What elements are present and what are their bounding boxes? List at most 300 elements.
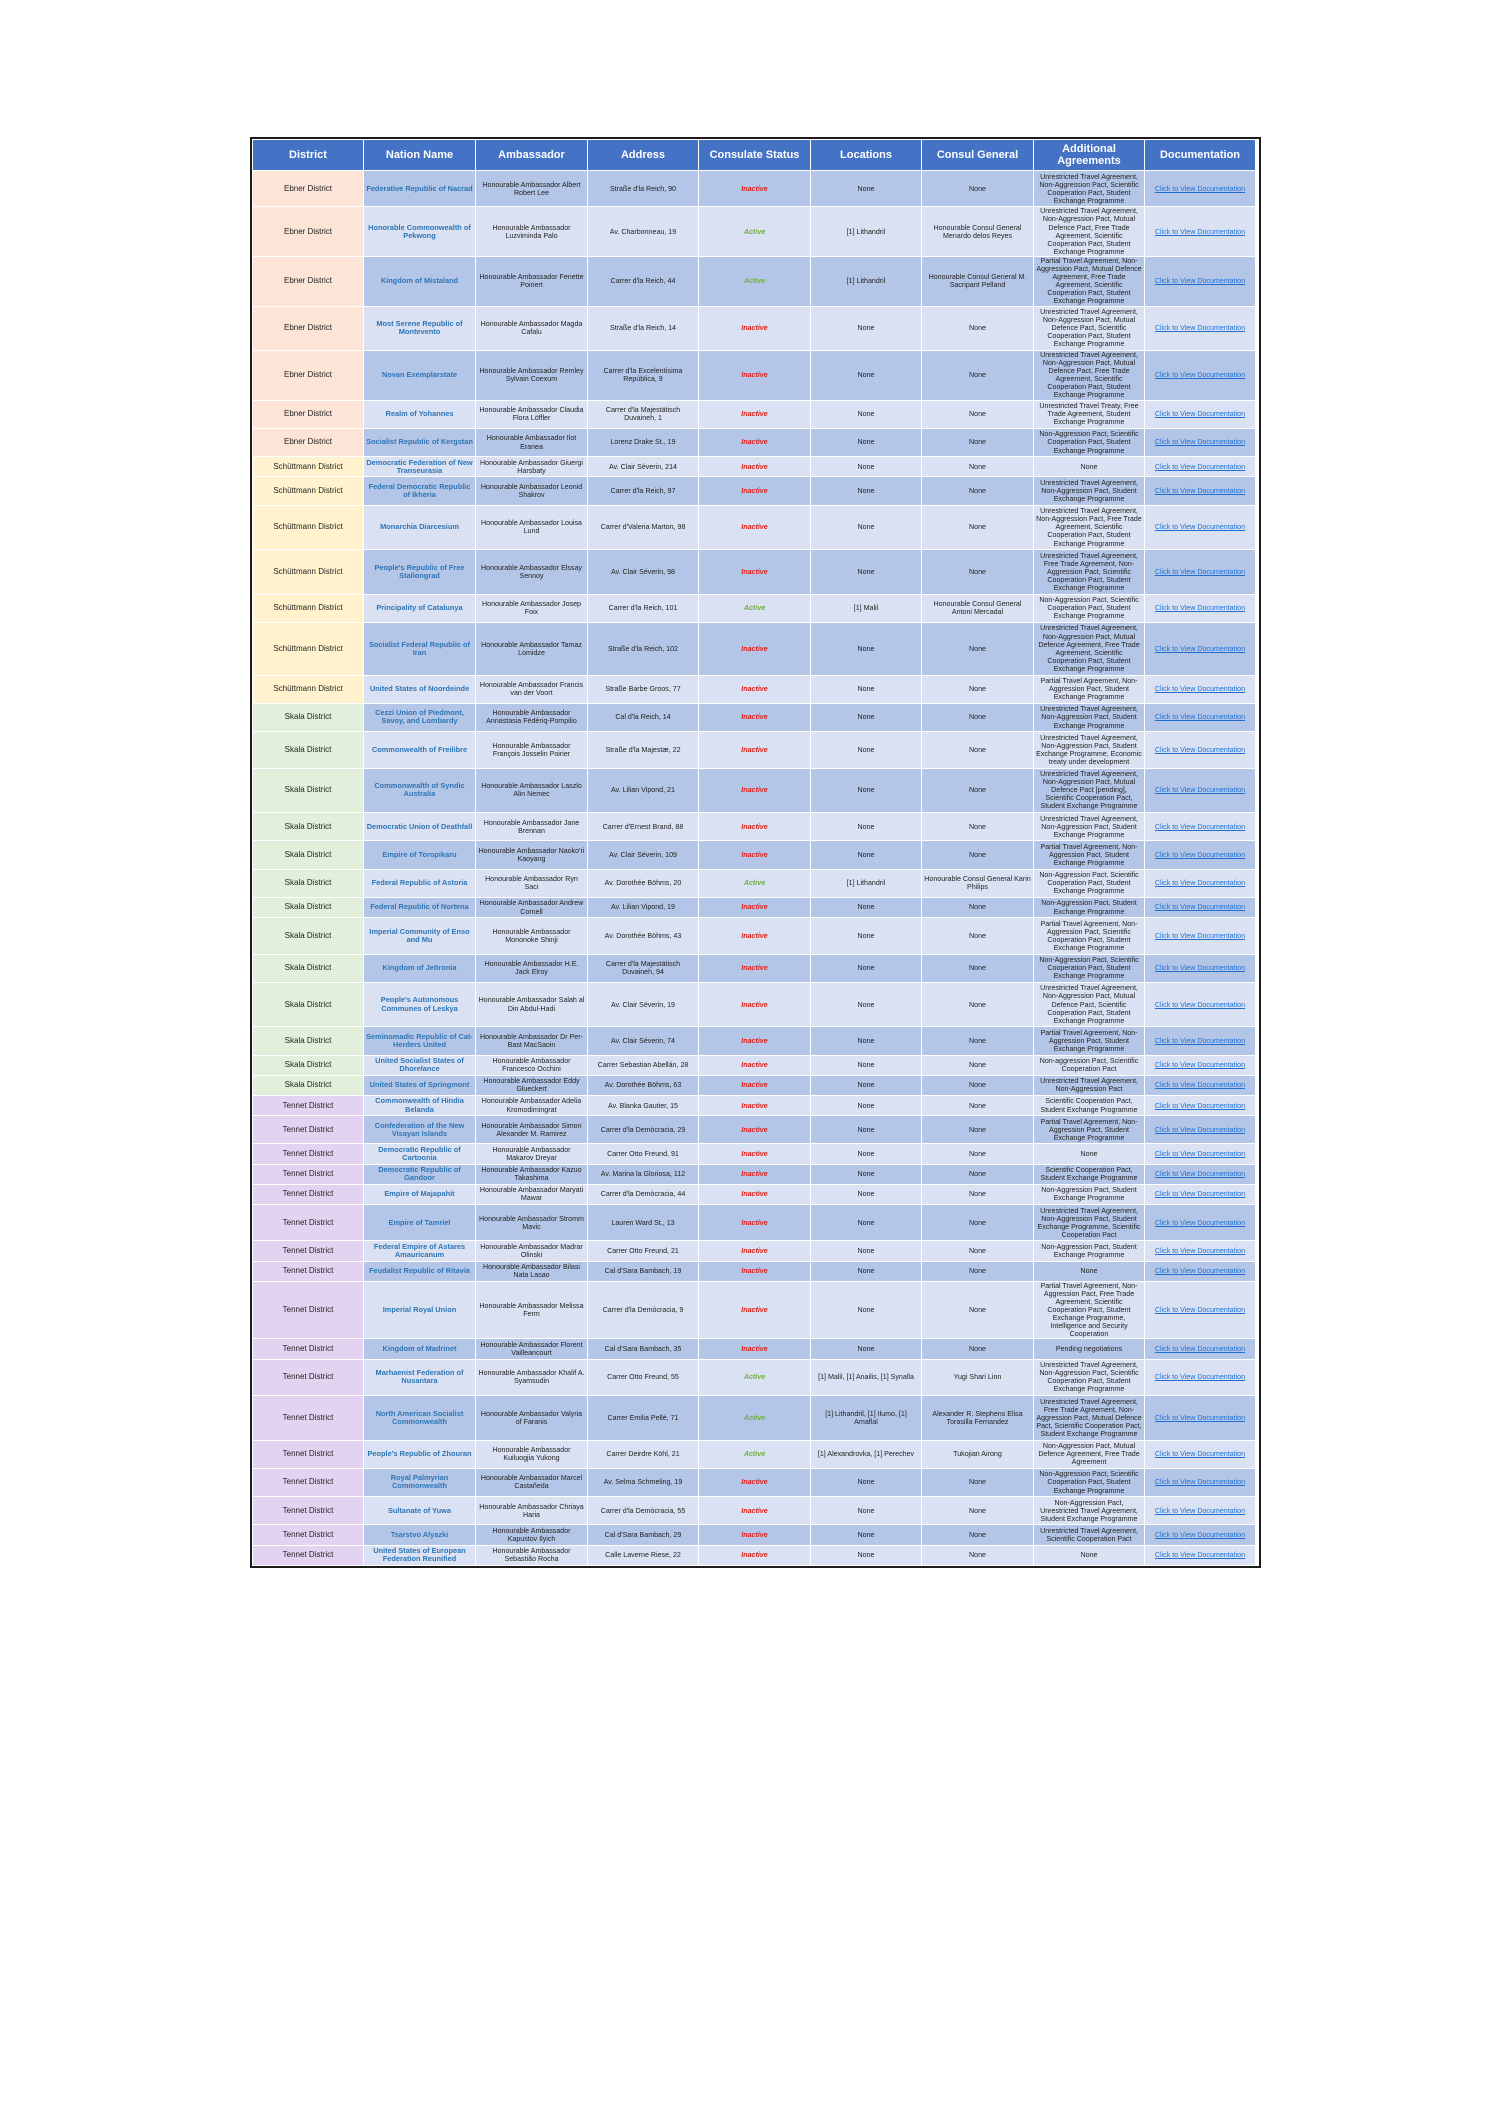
- district-cell: Skala District: [253, 897, 364, 917]
- consulate-status-badge: Inactive: [699, 171, 811, 207]
- consul-general-cell: None: [922, 954, 1034, 982]
- consulate-status-badge: Inactive: [699, 1545, 811, 1565]
- consul-general-cell: None: [922, 675, 1034, 703]
- district-cell: Ebner District: [253, 351, 364, 401]
- view-documentation-link[interactable]: Click to View Documentation: [1145, 1281, 1256, 1339]
- address-cell: Carrer d'la Reich, 97: [588, 477, 699, 505]
- table-row: [253, 400, 1256, 428]
- view-documentation-link[interactable]: Click to View Documentation: [1145, 1205, 1256, 1241]
- nation-name-link[interactable]: Federal Republic of Astoria: [364, 869, 476, 897]
- table-row: [253, 1339, 1256, 1359]
- view-documentation-link[interactable]: Click to View Documentation: [1145, 256, 1256, 306]
- address-cell: Av. Clair Séverin, 74: [588, 1027, 699, 1055]
- ambassador-cell: Honourable Ambassador Stromm Mavic: [476, 1205, 588, 1241]
- consul-general-cell: None: [922, 1281, 1034, 1339]
- district-cell: Skala District: [253, 813, 364, 841]
- view-documentation-link[interactable]: Click to View Documentation: [1145, 1396, 1256, 1441]
- consulate-status-badge: Inactive: [699, 841, 811, 869]
- nation-name-link[interactable]: Federal Democratic Republic of Ikheria: [364, 477, 476, 505]
- table-body: [253, 171, 1256, 1566]
- consulate-status-badge: Inactive: [699, 351, 811, 401]
- ambassador-cell: Honourable Ambassador Laszlo Alin Nemec: [476, 768, 588, 813]
- nation-name-link[interactable]: Federal Empire of Astares Amauricanum: [364, 1241, 476, 1261]
- district-cell: Schüttmann District: [253, 594, 364, 622]
- district-cell: Tennet District: [253, 1241, 364, 1261]
- table-row: [253, 1545, 1256, 1565]
- consulate-status-badge: Active: [699, 256, 811, 306]
- consulate-status-badge: Inactive: [699, 1095, 811, 1115]
- view-documentation-link[interactable]: Click to View Documentation: [1145, 1545, 1256, 1565]
- nation-name-link[interactable]: Democratic Union of Deathfall: [364, 813, 476, 841]
- nation-name-link[interactable]: United States of Springmont: [364, 1075, 476, 1095]
- locations-cell: None: [811, 505, 922, 550]
- table-row: [253, 1205, 1256, 1241]
- consul-general-cell: Tukojian Airong: [922, 1440, 1034, 1468]
- consulate-status-badge: Inactive: [699, 400, 811, 428]
- consul-general-cell: Yugi Shari Linn: [922, 1359, 1034, 1395]
- consul-general-cell: None: [922, 1184, 1034, 1204]
- nation-name-link[interactable]: Kingdom of Jeltronia: [364, 954, 476, 982]
- locations-cell: None: [811, 306, 922, 351]
- consulate-status-badge: Active: [699, 594, 811, 622]
- consul-general-cell: None: [922, 400, 1034, 428]
- nation-name-link[interactable]: Most Serene Republic of Montevento: [364, 306, 476, 351]
- ambassador-cell: Honourable Ambassador Eddy Glueckert: [476, 1075, 588, 1095]
- agreements-cell: None: [1034, 1545, 1145, 1565]
- locations-cell: None: [811, 1468, 922, 1496]
- agreements-cell: Unrestricted Travel Agreement, Non-Aggression Pact, Scientific Cooperation Pact, Student Exchange Programme: [1034, 1359, 1145, 1395]
- consulate-status-badge: Inactive: [699, 732, 811, 768]
- agreements-cell: Partial Travel Agreement, Non-Aggression Pact, Student Exchange Programme: [1034, 675, 1145, 703]
- district-cell: Tennet District: [253, 1184, 364, 1204]
- nation-name-link[interactable]: People's Autonomous Communes of Leskya: [364, 982, 476, 1027]
- view-documentation-link[interactable]: Click to View Documentation: [1145, 813, 1256, 841]
- address-cell: Cal d'la Reich, 14: [588, 703, 699, 731]
- view-documentation-link[interactable]: Click to View Documentation: [1145, 1261, 1256, 1281]
- table-row: [253, 675, 1256, 703]
- ambassador-cell: Honourable Ambassador Claudia Flora Löffler: [476, 400, 588, 428]
- consul-general-cell: Honourable Consul General Menardo delos Reyes: [922, 207, 1034, 257]
- consulate-table-sheet: [250, 137, 1261, 1568]
- view-documentation-link[interactable]: Click to View Documentation: [1145, 207, 1256, 257]
- locations-cell: None: [811, 1116, 922, 1144]
- consul-general-cell: None: [922, 1055, 1034, 1075]
- district-cell: Tennet District: [253, 1497, 364, 1525]
- ambassador-cell: Honourable Ambassador Elssay Sennoy: [476, 550, 588, 595]
- consulate-status-badge: Inactive: [699, 1205, 811, 1241]
- agreements-cell: Unrestricted Travel Agreement, Non-Aggression Pact, Mutual Defence Pact, Scientific Cooperation Pact, Student Exchange Programme: [1034, 982, 1145, 1027]
- consulate-status-badge: Inactive: [699, 457, 811, 477]
- header-nation-name: Nation Name: [364, 140, 476, 171]
- consulate-status-badge: Inactive: [699, 1468, 811, 1496]
- consul-general-cell: None: [922, 982, 1034, 1027]
- address-cell: Carrer d'la Reich, 44: [588, 256, 699, 306]
- nation-name-link[interactable]: Commonwealth of Syndic Australia: [364, 768, 476, 813]
- ambassador-cell: Honourable Ambassador Annastasia Fédériq-Pompilio: [476, 703, 588, 731]
- view-documentation-link[interactable]: Click to View Documentation: [1145, 457, 1256, 477]
- agreements-cell: Unrestricted Travel Agreement, Non-Aggression Pact, Mutual Defence Agreement, Free Trade Agreement, Scientific Cooperation Pact, Student Exchange Programme: [1034, 622, 1145, 675]
- ambassador-cell: Honourable Ambassador Melissa Ferm: [476, 1281, 588, 1339]
- nation-name-link[interactable]: Confederation of the New Visayan Islands: [364, 1116, 476, 1144]
- agreements-cell: Non-Aggression Pact, Scientific Cooperation Pact, Student Exchange Programme: [1034, 1468, 1145, 1496]
- view-documentation-link[interactable]: Click to View Documentation: [1145, 768, 1256, 813]
- consulate-status-badge: Inactive: [699, 1027, 811, 1055]
- district-cell: Tennet District: [253, 1164, 364, 1184]
- table-row: [253, 918, 1256, 954]
- table-row: [253, 1184, 1256, 1204]
- view-documentation-link[interactable]: Click to View Documentation: [1145, 703, 1256, 731]
- locations-cell: None: [811, 171, 922, 207]
- nation-name-link[interactable]: Empire of Tamriel: [364, 1205, 476, 1241]
- consul-general-cell: None: [922, 1525, 1034, 1545]
- view-documentation-link[interactable]: Click to View Documentation: [1145, 1241, 1256, 1261]
- agreements-cell: Scientific Cooperation Pact, Student Exchange Programme: [1034, 1164, 1145, 1184]
- consul-general-cell: Alexander R. Stephens Elisa Torasilla Fernandez: [922, 1396, 1034, 1441]
- address-cell: Carrer Otto Freund, 91: [588, 1144, 699, 1164]
- address-cell: Av. Dorothée Böhms, 63: [588, 1075, 699, 1095]
- view-documentation-link[interactable]: Click to View Documentation: [1145, 1468, 1256, 1496]
- header-row: [253, 140, 1256, 171]
- nation-name-link[interactable]: Marhaenist Federation of Nusantara: [364, 1359, 476, 1395]
- agreements-cell: Unrestricted Travel Agreement, Non-Aggression Pact, Mutual Defence Pact, Scientific Cooperation Pact, Student Exchange Programme: [1034, 306, 1145, 351]
- address-cell: Av. Dorothée Böhms, 43: [588, 918, 699, 954]
- consulate-status-badge: Inactive: [699, 550, 811, 595]
- district-cell: Schüttmann District: [253, 457, 364, 477]
- ambassador-cell: Honourable Ambassador Magda Cafalu: [476, 306, 588, 351]
- nation-name-link[interactable]: Realm of Yohannes: [364, 400, 476, 428]
- consul-general-cell: None: [922, 1205, 1034, 1241]
- locations-cell: None: [811, 1095, 922, 1115]
- nation-name-link[interactable]: Imperial Royal Union: [364, 1281, 476, 1339]
- agreements-cell: Pending negotiations: [1034, 1339, 1145, 1359]
- district-cell: Tennet District: [253, 1205, 364, 1241]
- nation-name-link[interactable]: People's Republic of Zhouran: [364, 1440, 476, 1468]
- view-documentation-link[interactable]: Click to View Documentation: [1145, 1116, 1256, 1144]
- district-cell: Ebner District: [253, 256, 364, 306]
- agreements-cell: Partial Travel Agreement, Non-Aggression Pact, Student Exchange Programme: [1034, 841, 1145, 869]
- view-documentation-link[interactable]: Click to View Documentation: [1145, 1095, 1256, 1115]
- district-cell: Tennet District: [253, 1359, 364, 1395]
- nation-name-link[interactable]: Commonwealth of Hindia Belanda: [364, 1095, 476, 1115]
- view-documentation-link[interactable]: Click to View Documentation: [1145, 550, 1256, 595]
- view-documentation-link[interactable]: Click to View Documentation: [1145, 1055, 1256, 1075]
- address-cell: Carrer d'la Demòcracia, 9: [588, 1281, 699, 1339]
- nation-name-link[interactable]: Novan Exemplarstate: [364, 351, 476, 401]
- consulate-status-badge: Inactive: [699, 954, 811, 982]
- locations-cell: None: [811, 400, 922, 428]
- district-cell: Schüttmann District: [253, 675, 364, 703]
- agreements-cell: Non-Aggression Pact, Scientific Cooperation Pact, Student Exchange Programme: [1034, 954, 1145, 982]
- consulate-status-badge: Inactive: [699, 1144, 811, 1164]
- view-documentation-link[interactable]: Click to View Documentation: [1145, 477, 1256, 505]
- header-consulate-status: Consulate Status: [699, 140, 811, 171]
- ambassador-cell: Honourable Ambassador Florent Vailleancourt: [476, 1339, 588, 1359]
- address-cell: Lorenz Drake St., 19: [588, 428, 699, 456]
- locations-cell: [1] Lithandril: [811, 869, 922, 897]
- locations-cell: None: [811, 954, 922, 982]
- nation-name-link[interactable]: Socialist Republic of Kergstan: [364, 428, 476, 456]
- nation-name-link[interactable]: Kingdom of Mistaland: [364, 256, 476, 306]
- table-row: [253, 477, 1256, 505]
- locations-cell: None: [811, 1055, 922, 1075]
- view-documentation-link[interactable]: Click to View Documentation: [1145, 428, 1256, 456]
- view-documentation-link[interactable]: Click to View Documentation: [1145, 1440, 1256, 1468]
- consul-general-cell: None: [922, 428, 1034, 456]
- consulate-status-badge: Inactive: [699, 428, 811, 456]
- district-cell: Ebner District: [253, 306, 364, 351]
- agreements-cell: Unrestricted Travel Agreement, Non-Aggression Pact: [1034, 1075, 1145, 1095]
- district-cell: Tennet District: [253, 1116, 364, 1144]
- agreements-cell: Unrestricted Travel Agreement, Non-Aggression Pact, Student Exchange Programme: [1034, 703, 1145, 731]
- consul-general-cell: None: [922, 703, 1034, 731]
- table-row: [253, 1525, 1256, 1545]
- consulate-status-badge: Inactive: [699, 813, 811, 841]
- consul-general-cell: None: [922, 1545, 1034, 1565]
- address-cell: Carrer d'Ernest Brand, 88: [588, 813, 699, 841]
- consul-general-cell: None: [922, 897, 1034, 917]
- locations-cell: None: [811, 768, 922, 813]
- table-row: [253, 768, 1256, 813]
- view-documentation-link[interactable]: Click to View Documentation: [1145, 1359, 1256, 1395]
- consul-general-cell: None: [922, 477, 1034, 505]
- district-cell: Ebner District: [253, 171, 364, 207]
- nation-name-link[interactable]: Federative Republic of Nacrad: [364, 171, 476, 207]
- agreements-cell: Partial Travel Agreement, Non-Aggression Pact, Free Trade Agreement, Scientific Cooperation Pact, Student Exchange Programme, Intelligence and Security Cooperation: [1034, 1281, 1145, 1339]
- agreements-cell: Unrestricted Travel Agreement, Non-Aggression Pact, Mutual Defence Pact [pending], Scientific Cooperation Pact, Student Exchange Programme: [1034, 768, 1145, 813]
- nation-name-link[interactable]: Democratic Federation of New Transeurasia: [364, 457, 476, 477]
- consulate-status-badge: Inactive: [699, 703, 811, 731]
- agreements-cell: Unrestricted Travel Agreement, Non-Aggression Pact, Student Exchange Programme: [1034, 477, 1145, 505]
- ambassador-cell: Honourable Ambassador Tamaz Lomidze: [476, 622, 588, 675]
- district-cell: Skala District: [253, 869, 364, 897]
- address-cell: Carrer Sebastian Abellán, 28: [588, 1055, 699, 1075]
- agreements-cell: Non-Aggression Pact, Scientific Cooperation Pact, Student Exchange Programme: [1034, 428, 1145, 456]
- consul-general-cell: Honourable Consul General Antoni Mercadal: [922, 594, 1034, 622]
- nation-name-link[interactable]: Socialist Federal Republic of Iran: [364, 622, 476, 675]
- nation-name-link[interactable]: Empire of Majapahit: [364, 1184, 476, 1204]
- ambassador-cell: Honourable Ambassador Valyria of Faranis: [476, 1396, 588, 1441]
- ambassador-cell: Honourable Ambassador Fenette Poiriert: [476, 256, 588, 306]
- view-documentation-link[interactable]: Click to View Documentation: [1145, 171, 1256, 207]
- table-row: [253, 351, 1256, 401]
- nation-name-link[interactable]: People's Republic of Free Stallongrad: [364, 550, 476, 595]
- address-cell: Cal d'Sara Bambach, 35: [588, 1339, 699, 1359]
- locations-cell: None: [811, 813, 922, 841]
- address-cell: Straße d'la Reich, 14: [588, 306, 699, 351]
- nation-name-link[interactable]: Feudalist Republic of Ritavia: [364, 1261, 476, 1281]
- agreements-cell: Non-Aggression Pact, Student Exchange Programme: [1034, 1184, 1145, 1204]
- district-cell: Ebner District: [253, 400, 364, 428]
- view-documentation-link[interactable]: Click to View Documentation: [1145, 505, 1256, 550]
- ambassador-cell: Honourable Ambassador Mononoke Shinji: [476, 918, 588, 954]
- consul-general-cell: None: [922, 457, 1034, 477]
- agreements-cell: Unrestricted Travel Agreement, Non-Aggression Pact, Mutual Defence Pact, Free Trade Agreement, Scientific Cooperation Pact, Student Exchange Programme: [1034, 351, 1145, 401]
- ambassador-cell: Honourable Ambassador François Josselin Poirier: [476, 732, 588, 768]
- locations-cell: None: [811, 1184, 922, 1204]
- ambassador-cell: Honourable Ambassador Kazuo Takashima: [476, 1164, 588, 1184]
- view-documentation-link[interactable]: Click to View Documentation: [1145, 400, 1256, 428]
- district-cell: Skala District: [253, 703, 364, 731]
- address-cell: Carrer d'la Reich, 101: [588, 594, 699, 622]
- nation-name-link[interactable]: Tsarstvo Alyazki: [364, 1525, 476, 1545]
- table-row: [253, 550, 1256, 595]
- consul-general-cell: None: [922, 1339, 1034, 1359]
- table-row: [253, 1116, 1256, 1144]
- district-cell: Skala District: [253, 1055, 364, 1075]
- view-documentation-link[interactable]: Click to View Documentation: [1145, 982, 1256, 1027]
- nation-name-link[interactable]: Empire of Toropikaru: [364, 841, 476, 869]
- ambassador-cell: Honourable Ambassador Khalif A. Syamsudin: [476, 1359, 588, 1395]
- consulate-status-badge: Active: [699, 1396, 811, 1441]
- locations-cell: [1] Malil: [811, 594, 922, 622]
- address-cell: Carrer d'la Demòcracia, 29: [588, 1116, 699, 1144]
- nation-name-link[interactable]: Honorable Commonwealth of Pekwong: [364, 207, 476, 257]
- nation-name-link[interactable]: Federal Republic of Nortena: [364, 897, 476, 917]
- view-documentation-link[interactable]: Click to View Documentation: [1145, 1184, 1256, 1204]
- view-documentation-link[interactable]: Click to View Documentation: [1145, 1027, 1256, 1055]
- ambassador-cell: Honourable Ambassador Ryn Saci: [476, 869, 588, 897]
- view-documentation-link[interactable]: Click to View Documentation: [1145, 869, 1256, 897]
- table-row: [253, 732, 1256, 768]
- agreements-cell: None: [1034, 457, 1145, 477]
- ambassador-cell: Honourable Ambassador Naoko'ri Kaoyang: [476, 841, 588, 869]
- district-cell: Skala District: [253, 1075, 364, 1095]
- ambassador-cell: Honourable Ambassador Simon Alexander M. Ramirez: [476, 1116, 588, 1144]
- view-documentation-link[interactable]: Click to View Documentation: [1145, 1164, 1256, 1184]
- address-cell: Cal d'Sara Bambach, 19: [588, 1261, 699, 1281]
- nation-name-link[interactable]: Commonwealth of Freilibre: [364, 732, 476, 768]
- view-documentation-link[interactable]: Click to View Documentation: [1145, 351, 1256, 401]
- consulate-status-badge: Active: [699, 207, 811, 257]
- address-cell: Av. Clair Séverin, 109: [588, 841, 699, 869]
- nation-name-link[interactable]: United States of European Federation Reunified: [364, 1545, 476, 1565]
- locations-cell: None: [811, 1144, 922, 1164]
- table-row: [253, 1075, 1256, 1095]
- consulate-status-badge: Inactive: [699, 675, 811, 703]
- agreements-cell: Unrestricted Travel Agreement, Non-Aggression Pact, Scientific Cooperation Pact, Student Exchange Programme: [1034, 171, 1145, 207]
- consul-general-cell: None: [922, 1241, 1034, 1261]
- district-cell: Schüttmann District: [253, 505, 364, 550]
- view-documentation-link[interactable]: Click to View Documentation: [1145, 732, 1256, 768]
- nation-name-link[interactable]: Democratic Republic of Gandoor: [364, 1164, 476, 1184]
- view-documentation-link[interactable]: Click to View Documentation: [1145, 1339, 1256, 1359]
- address-cell: Av. Blanka Gautier, 15: [588, 1095, 699, 1115]
- agreements-cell: None: [1034, 1144, 1145, 1164]
- nation-name-link[interactable]: Monarchia Diarcesium: [364, 505, 476, 550]
- table-row: [253, 171, 1256, 207]
- locations-cell: None: [811, 1339, 922, 1359]
- ambassador-cell: Honourable Ambassador Louisa Lund: [476, 505, 588, 550]
- table-row: [253, 813, 1256, 841]
- locations-cell: None: [811, 897, 922, 917]
- view-documentation-link[interactable]: Click to View Documentation: [1145, 897, 1256, 917]
- consul-general-cell: None: [922, 768, 1034, 813]
- consul-general-cell: None: [922, 813, 1034, 841]
- view-documentation-link[interactable]: Click to View Documentation: [1145, 594, 1256, 622]
- view-documentation-link[interactable]: Click to View Documentation: [1145, 954, 1256, 982]
- agreements-cell: Non-Aggression Pact, Scientific Cooperation Pact, Student Exchange Programme: [1034, 594, 1145, 622]
- header-locations: Locations: [811, 140, 922, 171]
- nation-name-link[interactable]: Kingdom of Madrinet: [364, 1339, 476, 1359]
- ambassador-cell: Honourable Ambassador Salah al Din Abdul-Hadi: [476, 982, 588, 1027]
- nation-name-link[interactable]: Principality of Catalunya: [364, 594, 476, 622]
- district-cell: Ebner District: [253, 428, 364, 456]
- header-ambassador: Ambassador: [476, 140, 588, 171]
- district-cell: Tennet District: [253, 1281, 364, 1339]
- nation-name-link[interactable]: North American Socialist Commonwealth: [364, 1396, 476, 1441]
- view-documentation-link[interactable]: Click to View Documentation: [1145, 841, 1256, 869]
- agreements-cell: Non-Aggression Pact, Unrestricted Travel Agreement, Student Exchange Programme: [1034, 1497, 1145, 1525]
- ambassador-cell: Honourable Ambassador H.E. Jack Elroy: [476, 954, 588, 982]
- consul-general-cell: None: [922, 1075, 1034, 1095]
- view-documentation-link[interactable]: Click to View Documentation: [1145, 306, 1256, 351]
- ambassador-cell: Honourable Ambassador Marcel Castañeda: [476, 1468, 588, 1496]
- consulate-status-badge: Inactive: [699, 1497, 811, 1525]
- consul-general-cell: None: [922, 1095, 1034, 1115]
- consul-general-cell: None: [922, 1497, 1034, 1525]
- agreements-cell: Partial Travel Agreement, Non-Aggression Pact, Scientific Cooperation Pact, Student Exchange Programme: [1034, 918, 1145, 954]
- locations-cell: None: [811, 918, 922, 954]
- view-documentation-link[interactable]: Click to View Documentation: [1145, 1497, 1256, 1525]
- nation-name-link[interactable]: Cezzi Union of Piedmont, Savoy, and Lombardy: [364, 703, 476, 731]
- table-row: [253, 1095, 1256, 1115]
- consulate-status-badge: Active: [699, 1359, 811, 1395]
- ambassador-cell: Honourable Ambassador Andrew Cornell: [476, 897, 588, 917]
- nation-name-link[interactable]: Sultanate of Yuwa: [364, 1497, 476, 1525]
- table-row: [253, 1164, 1256, 1184]
- address-cell: Straße d'la Majestæ, 22: [588, 732, 699, 768]
- agreements-cell: Unrestricted Travel Agreement, Non-Aggression Pact, Student Exchange Programme, Economic treaty under development: [1034, 732, 1145, 768]
- consulate-status-badge: Inactive: [699, 1281, 811, 1339]
- view-documentation-link[interactable]: Click to View Documentation: [1145, 622, 1256, 675]
- address-cell: Straße Barbe Groos, 77: [588, 675, 699, 703]
- locations-cell: [1] Lithandril, [1] Ilumo, [1] Amaflal: [811, 1396, 922, 1441]
- ambassador-cell: Honourable Ambassador Kuiluogjia Yukong: [476, 1440, 588, 1468]
- view-documentation-link[interactable]: Click to View Documentation: [1145, 1144, 1256, 1164]
- table-row: [253, 1241, 1256, 1261]
- consulate-status-badge: Inactive: [699, 982, 811, 1027]
- locations-cell: None: [811, 1261, 922, 1281]
- nation-name-link[interactable]: Royal Palmyrian Commonwealth: [364, 1468, 476, 1496]
- ambassador-cell: Honourable Ambassador Maryati Mawar: [476, 1184, 588, 1204]
- view-documentation-link[interactable]: Click to View Documentation: [1145, 1525, 1256, 1545]
- consulate-status-badge: Inactive: [699, 306, 811, 351]
- view-documentation-link[interactable]: Click to View Documentation: [1145, 675, 1256, 703]
- consul-general-cell: None: [922, 918, 1034, 954]
- consul-general-cell: Honourable Consul General M. Sacripant Pelland: [922, 256, 1034, 306]
- nation-name-link[interactable]: Seminomadic Republic of Cat-Herders United: [364, 1027, 476, 1055]
- view-documentation-link[interactable]: Click to View Documentation: [1145, 1075, 1256, 1095]
- nation-name-link[interactable]: Imperial Community of Enso and Mu: [364, 918, 476, 954]
- nation-name-link[interactable]: Democratic Republic of Cartoonia: [364, 1144, 476, 1164]
- consulate-status-badge: Inactive: [699, 1184, 811, 1204]
- locations-cell: None: [811, 982, 922, 1027]
- address-cell: Carrer Otto Freund, 21: [588, 1241, 699, 1261]
- view-documentation-link[interactable]: Click to View Documentation: [1145, 918, 1256, 954]
- nation-name-link[interactable]: United Socialist States of Dhorelance: [364, 1055, 476, 1075]
- locations-cell: None: [811, 622, 922, 675]
- nation-name-link[interactable]: United States of Noordeinde: [364, 675, 476, 703]
- locations-cell: None: [811, 1205, 922, 1241]
- ambassador-cell: Honourable Ambassador Jane Brennan: [476, 813, 588, 841]
- district-cell: Skala District: [253, 918, 364, 954]
- locations-cell: None: [811, 351, 922, 401]
- consulate-status-badge: Inactive: [699, 918, 811, 954]
- consul-general-cell: None: [922, 732, 1034, 768]
- consulate-status-badge: Inactive: [699, 1525, 811, 1545]
- locations-cell: [1] Lithandril: [811, 256, 922, 306]
- district-cell: Schüttmann District: [253, 622, 364, 675]
